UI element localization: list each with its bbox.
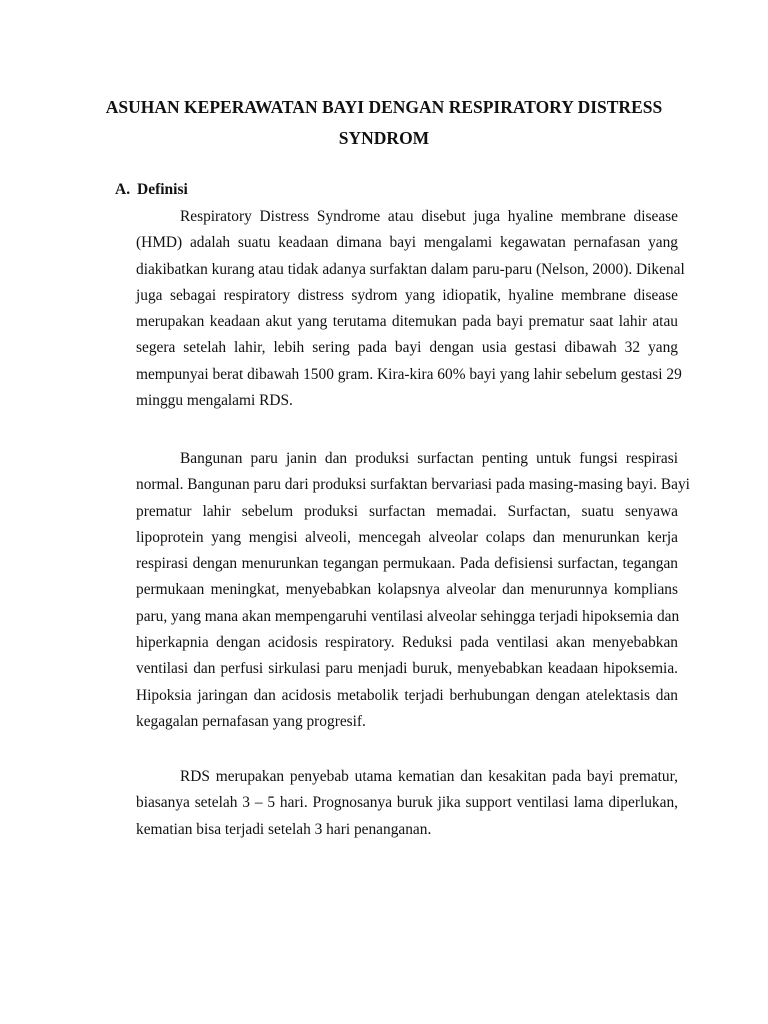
paragraph-line: mempunyai berat dibawah 1500 gram. Kira-kira 60% bayi yang lahir sebelum gestasi 29 xyxy=(136,365,682,383)
title-line: ASUHAN KEPERAWATAN BAYI DENGAN RESPIRATORY DISTRESS xyxy=(105,97,663,117)
paragraph-line: normal. Bangunan paru dari produksi surfaktan bervariasi pada masing-masing bayi. Bayi xyxy=(136,476,690,494)
paragraph-line: segera setelah lahir, lebih sering pada bayi dengan usia gestasi dibawah 32 yang xyxy=(136,339,678,357)
document-title xyxy=(80,92,688,154)
paragraph xyxy=(136,204,685,414)
paragraph-line: (HMD) adalah suatu keadaan dimana bayi mengalami kegawatan pernafasan yang xyxy=(136,234,678,252)
paragraph-line: Hipoksia jaringan dan acidosis metabolik terjadi berhubungan dengan atelektasis dan xyxy=(136,686,678,704)
paragraph-line: ventilasi dan perfusi sirkulasi paru menjadi buruk, menyebabkan keadaan hipoksemia. xyxy=(136,660,678,678)
paragraph-line: permukaan meningkat, menyebabkan kolapsnya alveolar dan menurunnya komplians xyxy=(136,581,678,599)
section-number: A. xyxy=(115,181,131,198)
paragraph-line: juga sebagai respiratory distress sydrom yang idiopatik, hyaline membrane disease xyxy=(136,286,678,304)
paragraph-line: kegagalan pernafasan yang progresif. xyxy=(136,712,366,730)
paragraph-line: merupakan keadaan akut yang terutama ditemukan pada bayi prematur saat lahir atau xyxy=(136,313,678,331)
title-line: SYNDROM xyxy=(338,128,430,148)
paragraph-line: kematian bisa terjadi setelah 3 hari penanganan. xyxy=(136,820,432,838)
paragraph xyxy=(136,764,678,843)
paragraph-line: biasanya setelah 3 – 5 hari. Prognosanya buruk jika support ventilasi lama diperlukan, xyxy=(136,794,678,812)
paragraph-line: lipoprotein yang mengisi alveoli, mencegah alveolar colaps dan menurunkan kerja xyxy=(136,528,678,546)
paragraph-line: paru, yang mana akan mempengaruhi ventilasi alveolar sehingga terjadi hipoksemia dan xyxy=(136,607,680,625)
paragraph-line: minggu mengalami RDS. xyxy=(136,392,293,410)
paragraph-line: Bangunan paru janin dan produksi surfactan penting untuk fungsi respirasi xyxy=(180,450,678,467)
paragraph-line: diakibatkan kurang atau tidak adanya surfaktan dalam paru-paru (Nelson, 2000). Dikenal xyxy=(136,260,685,278)
paragraph-line: respirasi dengan menurunkan tegangan permukaan. Pada defisiensi surfactan, tegangan xyxy=(136,555,678,573)
paragraph-line: Respiratory Distress Syndrome atau disebut juga hyaline membrane disease xyxy=(180,208,678,225)
paragraph xyxy=(136,446,690,735)
paragraph-line: prematur lahir sebelum produksi surfactan memadai. Surfactan, suatu senyawa xyxy=(136,502,678,520)
paragraph-line: RDS merupakan penyebab utama kematian dan kesakitan pada bayi prematur, xyxy=(180,768,678,785)
section-heading xyxy=(115,179,188,201)
paragraph-line: hiperkapnia dengan acidosis respiratory. Reduksi pada ventilasi akan menyebabkan xyxy=(136,634,678,652)
section-heading-text: Definisi xyxy=(137,181,188,198)
